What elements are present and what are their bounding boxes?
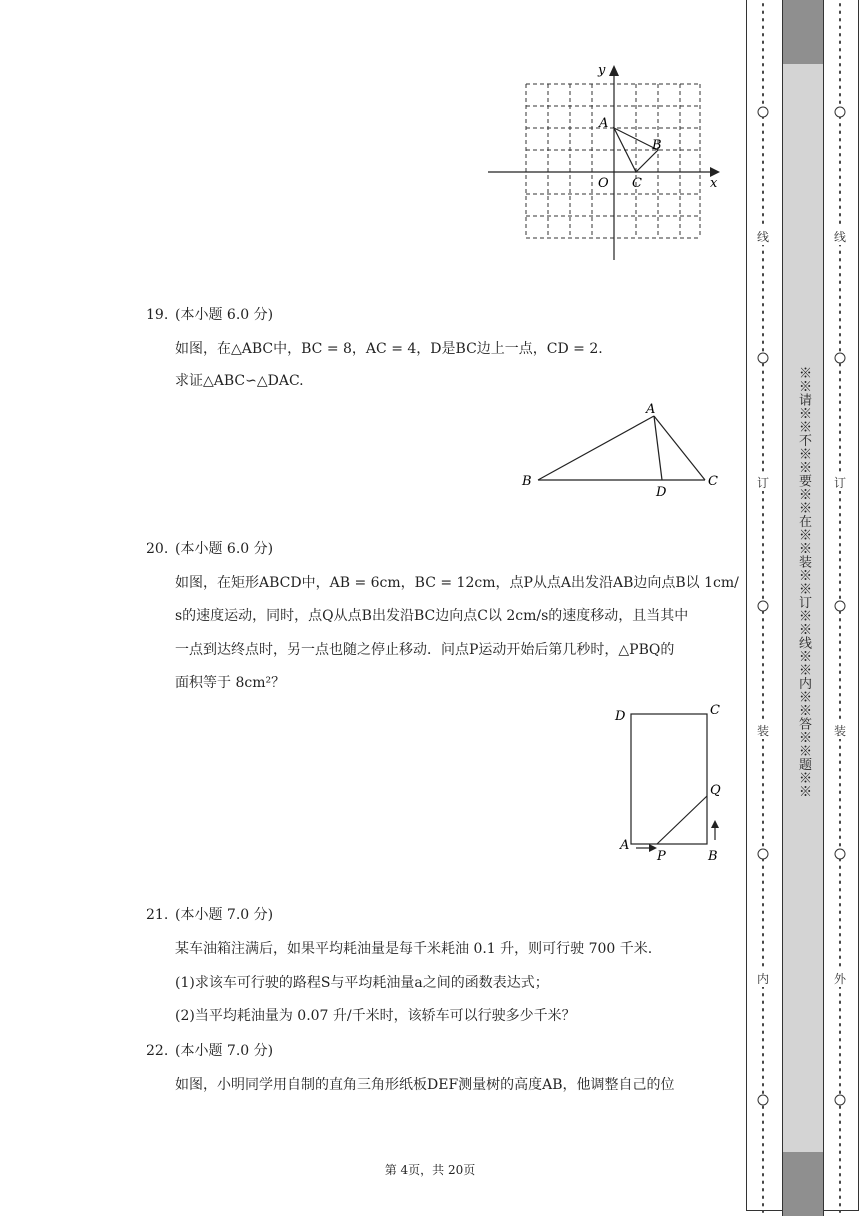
question-20-text-1: 如图，在矩形ABCD中，AB = 6cm，BC = 12cm，点P从点A出发沿AB边向点B以 1cm/ xyxy=(175,575,739,591)
question-22-score: (本小题 7.0 分) xyxy=(175,1043,274,1059)
fig19-label-c: C xyxy=(708,474,718,489)
question-19-number: 19. xyxy=(146,307,169,323)
y-axis-arrow xyxy=(609,65,619,76)
rectangle-abcd-figure-20 xyxy=(612,700,732,868)
question-19-text-2: 求证△ABC∽△DAC. xyxy=(175,373,304,389)
question-19-text-1: 如图，在△ABC中，BC = 8，AC = 4，D是BC边上一点，CD = 2. xyxy=(175,341,603,357)
fig20-label-d: D xyxy=(615,709,626,724)
fig19-label-b: B xyxy=(522,474,532,489)
triangle-abc-figure-19 xyxy=(515,398,725,498)
fig19-label-a: A xyxy=(646,402,656,417)
fig20-label-b: B xyxy=(708,849,718,864)
coordinate-grid-figure xyxy=(486,60,726,265)
outer-char-zhuang: 装 xyxy=(833,724,846,738)
inner-char-nei: 内 xyxy=(756,972,769,986)
grid-lines xyxy=(526,84,700,238)
fig20-label-p: P xyxy=(657,849,666,864)
gray-band-top-dark xyxy=(783,0,823,64)
question-19-score: (本小题 6.0 分) xyxy=(175,307,274,323)
fig20-label-a: A xyxy=(620,838,630,853)
gray-band-bottom-dark xyxy=(783,1152,823,1216)
inner-char-xian: 线 xyxy=(756,230,769,244)
y-axis-label: y xyxy=(598,63,606,78)
inner-char-zhuang: 装 xyxy=(756,724,769,738)
question-20-text-2: s的速度运动，同时，点Q从点B出发沿BC边向点C以 2cm/s的速度移动，且当其中 xyxy=(175,608,689,624)
question-20-text-4: 面积等于 8cm²？ xyxy=(175,675,286,691)
question-21-number: 21. xyxy=(146,907,169,923)
origin-label: O xyxy=(598,176,609,191)
question-20-score: (本小题 6.0 分) xyxy=(175,541,274,557)
outer-dotted-line xyxy=(833,0,847,1216)
outer-char-wai: 外 xyxy=(833,972,846,986)
fig19-label-d: D xyxy=(656,485,667,498)
inner-char-ding: 订 xyxy=(756,476,769,490)
question-21-score: (本小题 7.0 分) xyxy=(175,907,274,923)
point-c-label: C xyxy=(632,176,642,191)
question-22-number: 22. xyxy=(146,1043,169,1059)
x-axis-label: x xyxy=(710,176,718,191)
inner-dotted-line xyxy=(756,0,770,1216)
question-22-text-1: 如图，小明同学用自制的直角三角形纸板DEF测量树的高度AB，他调整自己的位 xyxy=(175,1077,675,1093)
outer-char-ding: 订 xyxy=(833,476,846,490)
binding-warning-text: ※※请※※不※※要※※在※※装※※订※※线※※内※※答※※题※※ xyxy=(796,366,811,798)
point-b-label: B xyxy=(652,138,662,153)
fig20-label-c: C xyxy=(710,703,720,718)
page-footer: 第 4页，共 20页 xyxy=(384,1163,476,1177)
point-a-label: A xyxy=(599,116,609,131)
question-21-text-1: 某车油箱注满后，如果平均耗油量是每千米耗油 0.1 升，则可行驶 700 千米. xyxy=(175,941,653,957)
question-20-number: 20. xyxy=(146,541,169,557)
fig20-label-q: Q xyxy=(710,783,721,798)
outer-char-xian: 线 xyxy=(833,230,846,244)
question-21-text-3: (2)当平均耗油量为 0.07 升/千米时，该轿车可以行驶多少千米？ xyxy=(175,1008,576,1024)
question-21-text-2: (1)求该车可行驶的路程S与平均耗油量a之间的函数表达式； xyxy=(175,975,549,991)
question-20-text-3: 一点到达终点时，另一点也随之停止移动．问点P运动开始后第几秒时，△PBQ的 xyxy=(175,642,675,658)
binding-strip xyxy=(746,0,860,1216)
